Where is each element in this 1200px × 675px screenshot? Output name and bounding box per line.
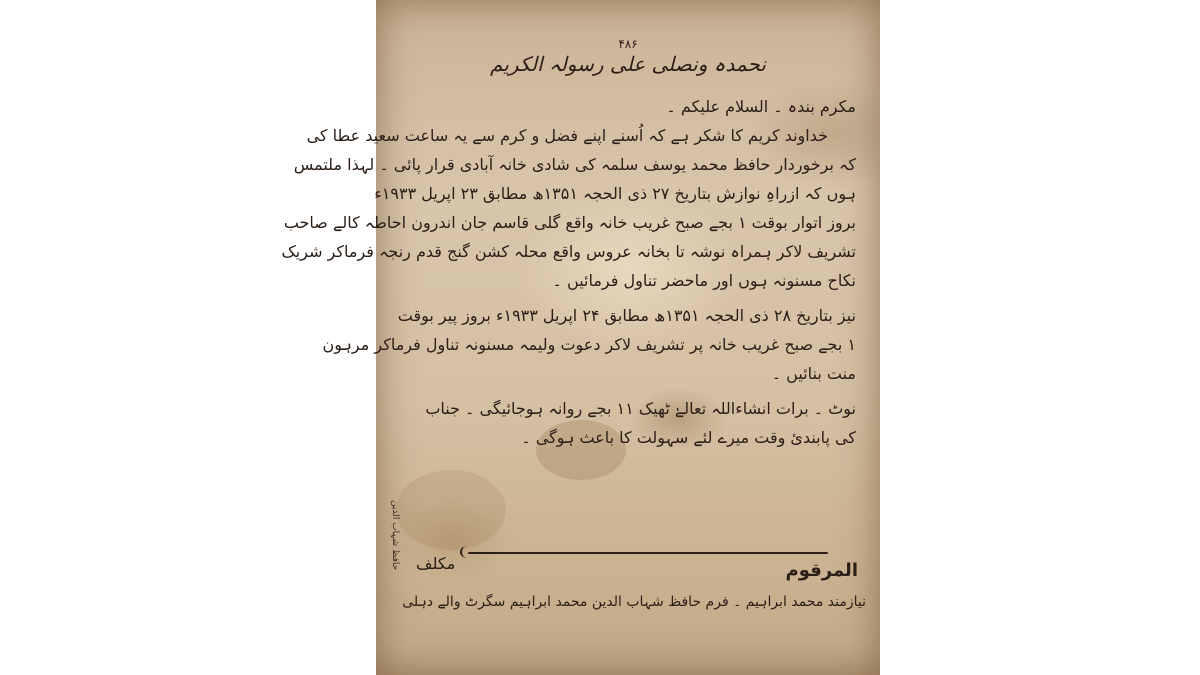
text-line: کہ برخوردار حافظ محمد یوسف سلمہ کی شادی خانہ آبادی قرار پائی ۔ لہذا ملتمس <box>293 155 856 174</box>
letter-body <box>281 92 856 452</box>
sender-line: نیازمند محمد ابراہیم ۔ فرم حافظ شہاب الدین محمد ابراہیم سگرٹ والے دہلی <box>402 594 866 610</box>
text-line: ہوں کہ ازراہِ نوازش بتاریخ ۲۷ ذی الحجہ ۱۳۵۱ھ مطابق ۲۳ اپریل ۱۹۳۳ء <box>374 184 856 203</box>
text-line: ۱ بجے صبح غریب خانہ پر تشریف لاکر دعوت ولیمہ مسنونہ تناول فرماکر مرہون <box>322 335 856 354</box>
page-number: ۴۸۶ <box>618 37 638 51</box>
text-line: بروز اتوار بوقت ۱ بجے صبح غریب خانہ واقع گلی قاسم جان اندرون احاطہ کالے صاحب <box>283 213 856 232</box>
signature-divider <box>468 552 828 554</box>
text-line: منت بنائیں ۔ <box>771 364 856 383</box>
invitation-card <box>281 0 880 675</box>
stain <box>396 470 506 550</box>
text-line: نکاح مسنونہ ہوں اور ماحضر تناول فرمائیں ۔ <box>552 271 856 290</box>
signoff-right: المرقوم <box>785 560 858 581</box>
margin-note: حافظ شہاب الدین <box>390 500 400 571</box>
note-line: نوٹ ۔ برات انشاءاللہ تعالےٰ ٹھیک ۱۱ بجے روانہ ہوجائیگی ۔ جناب <box>425 399 856 418</box>
text-line: خداوند کریم کا شکر ہے کہ اُسنے اپنے فضل و کرم سے یہ ساعت سعید عطا کی <box>306 126 828 145</box>
note-line: کی پابندیٔ وقت میرے لئے سہولت کا باعث ہوگی ۔ <box>521 428 856 447</box>
text-line: نیز بتاریخ ۲۸ ذی الحجہ ۱۳۵۱ھ مطابق ۲۴ اپریل ۱۹۳۳ء بروز پیر بوقت <box>397 306 856 325</box>
salutation-line: مکرم بندہ ۔ السلام علیکم ۔ <box>666 97 856 116</box>
signoff-left: مکلف <box>416 554 456 573</box>
invocation-heading: نحمدہ ونصلی علی رسولہ الکریم <box>490 52 766 76</box>
text-line: تشریف لاکر ہمراہ نوشہ تا بخانہ عروس واقع محلہ کشن گنج قدم رنجہ فرماکر شریک <box>281 242 856 261</box>
